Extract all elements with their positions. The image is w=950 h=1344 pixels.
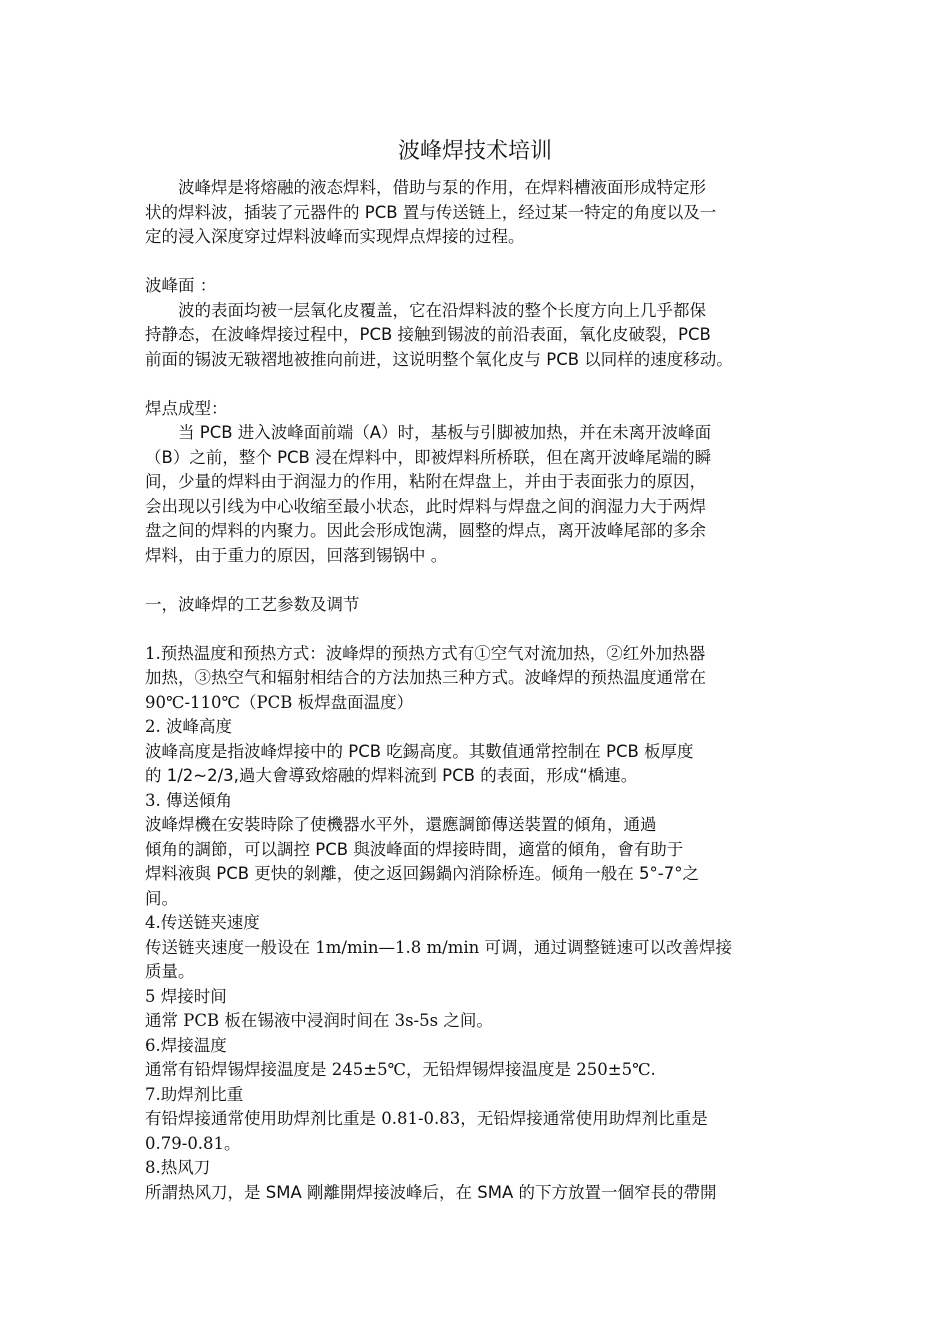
text-line: 一，波峰焊的工艺参数及调节 (145, 594, 360, 614)
text-line: 定的浸入深度穿过焊料波峰而实现焊点焊接的过程。 (145, 227, 525, 246)
text-line: 2. 波峰高度 (145, 717, 232, 736)
text-line: 5 焊接时间 (145, 986, 227, 1006)
blank-line (145, 372, 825, 397)
text-line: 6.焊接温度 (145, 1035, 227, 1055)
text-line: 状的焊料波，插装了元器件的 PCB 置与传送链上，经过某一特定的角度以及一 (145, 202, 717, 222)
text-line: 波峰焊是将熔融的液态焊料，借助与泵的作用，在焊料槽液面形成特定形 (145, 178, 706, 197)
text-line: 1.预热温度和预热方式：波峰焊的预热方式有①空气对流加热，②红外加热器 (145, 643, 706, 663)
text-line: 波的表面均被一层氧化皮覆盖，它在沿焊料波的整个长度方向上几乎都保 (145, 300, 706, 320)
text-line: 的 1/2~2/3,過大會導致熔融的焊料流到 PCB 的表面，形成“橋連。 (145, 766, 638, 785)
text-line: （B）之前，整个 PCB 浸在焊料中，即被焊料所桥联，但在离开波峰尾端的瞬 (145, 447, 712, 467)
text-line: 90℃-110℃（PCB 板焊盘面温度） (145, 692, 414, 712)
text-line: 波峰面 ： (145, 276, 217, 295)
text-line: 焊料，由于重力的原因，回落到锡锅中 。 (145, 545, 448, 565)
text-line: 3. 傳送傾角 (145, 790, 232, 810)
text-line: 间。 (145, 888, 178, 908)
text-line: 7.助焊剂比重 (145, 1084, 244, 1104)
text-line: 质量。 (145, 962, 195, 981)
text-line: 波峰焊機在安裝時除了使機器水平外，還應調節傳送裝置的傾角，通過 (145, 815, 657, 834)
text-line: 传送链夹速度一般设在 1m/min—1.8 m/min 可调，通过调整链速可以改善焊接 (145, 937, 732, 957)
text-line: 0.79-0.81。 (145, 1133, 241, 1153)
text-line: 4.传送链夹速度 (145, 913, 260, 932)
text-line: 当 PCB 进入波峰面前端（A）时，基板与引脚被加热，并在未离开波峰面 (145, 423, 712, 442)
text-line: 波峰高度是指波峰焊接中的 PCB 吃錫高度。其數值通常控制在 PCB 板厚度 (145, 741, 694, 761)
text-line: 持静态，在波峰焊接过程中，PCB 接触到锡波的前沿表面，氧化皮破裂，PCB (145, 325, 711, 344)
text-line: 焊料液與 PCB 更快的剝離，使之返回錫鍋內消除桥连。倾角一般在 5°-7°之 (145, 864, 699, 883)
document-title: 波峰焊技术培训 (397, 139, 552, 164)
document-body (145, 176, 825, 1205)
blank-line (145, 617, 825, 642)
text-line: 前面的锡波无皲褶地被推向前进，这说明整个氧化皮与 PCB 以同样的速度移动。 (145, 349, 733, 369)
text-line: 盘之间的焊料的内聚力。因此会形成饱满，圆整的焊点，离开波峰尾部的多余 (145, 521, 706, 540)
text-line: 8.热风刀 (145, 1158, 211, 1177)
text-line: 通常有铅焊锡焊接温度是 245±5℃，无铅焊锡焊接温度是 250±5℃. (145, 1060, 656, 1079)
text-line: 会出现以引线为中心收缩至最小状态，此时焊料与焊盘之间的润湿力大于两焊 (145, 496, 706, 516)
text-line: 傾角的調節，可以調控 PCB 與波峰面的焊接時間，適當的傾角，會有助于 (145, 839, 684, 859)
blank-line (145, 250, 825, 275)
text-line: 有铅焊接通常使用助焊剂比重是 0.81-0.83，无铅焊接通常使用助焊剂比重是 (145, 1109, 708, 1128)
blank-line (145, 568, 825, 593)
text-line: 焊点成型： (145, 398, 228, 418)
document-page (145, 128, 825, 1205)
text-line: 加热，③热空气和辐射相结合的方法加热三种方式。波峰焊的预热温度通常在 (145, 668, 706, 687)
text-line: 通常 PCB 板在锡液中浸润时间在 3s-5s 之间。 (145, 1011, 493, 1030)
text-line: 间，少量的焊料由于润湿力的作用，粘附在焊盘上，并由于表面张力的原因， (145, 472, 706, 491)
text-line: 所謂热风刀，是 SMA 剛離開焊接波峰后，在 SMA 的下方放置一個窄長的帶開 (145, 1182, 717, 1202)
